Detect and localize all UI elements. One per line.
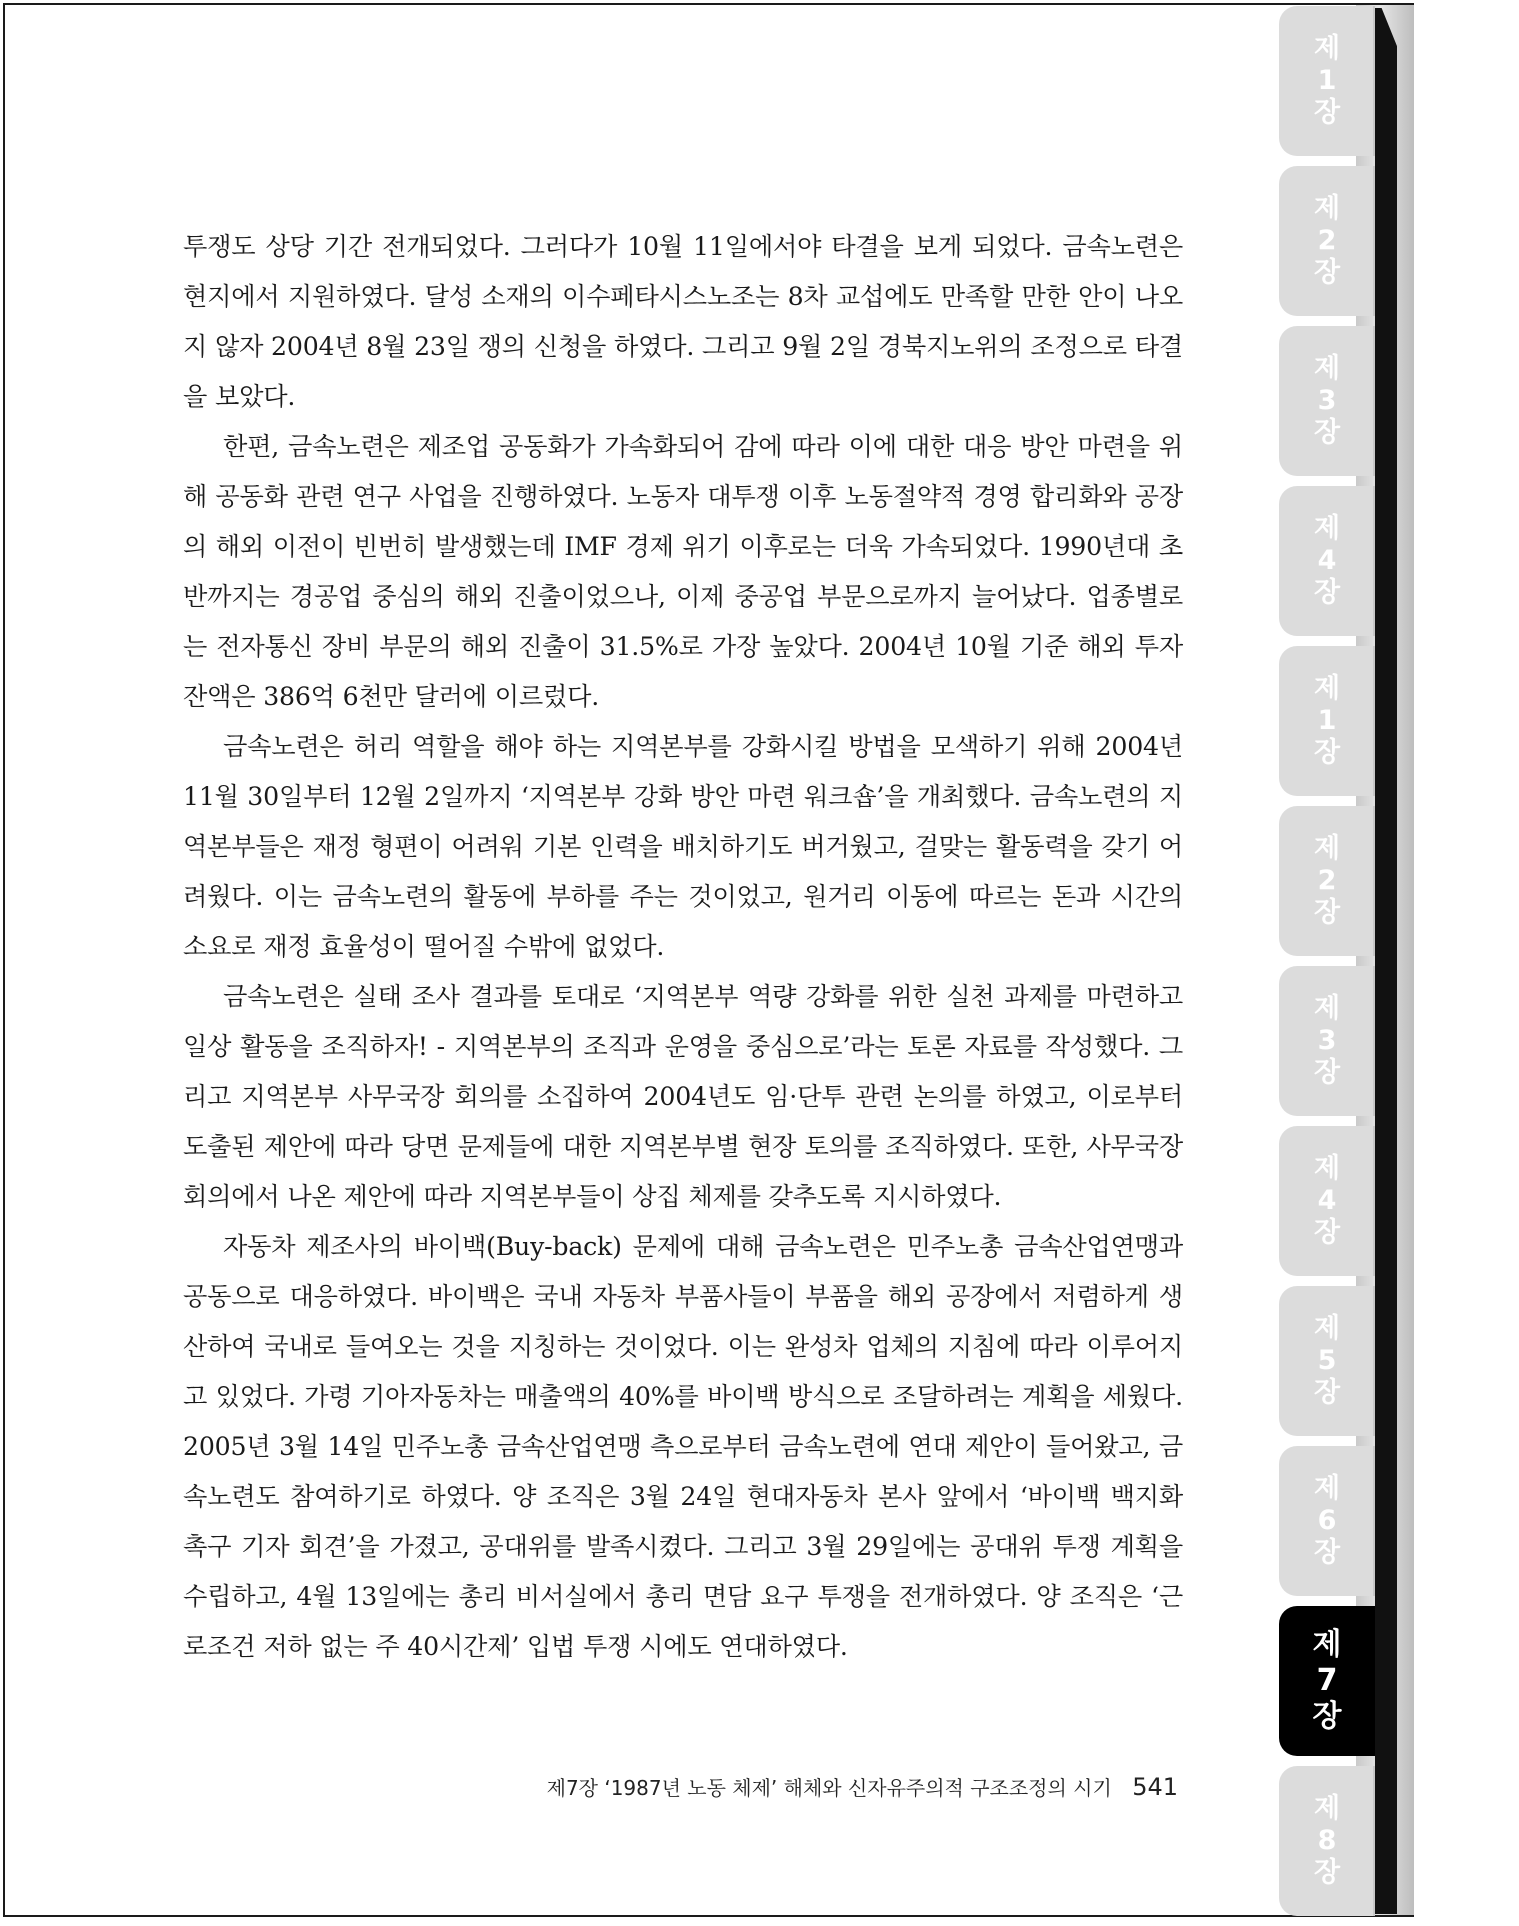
chapter-tab-4[interactable]	[1279, 486, 1375, 636]
tab-label: 제	[1313, 1153, 1341, 1184]
body-text	[183, 222, 1183, 1672]
tab-label: 제	[1313, 1793, 1341, 1824]
chapter-tab-2[interactable]	[1279, 166, 1375, 316]
back-cover-edge	[1375, 8, 1397, 1914]
tab-number: 7	[1316, 1663, 1338, 1698]
tab-number: 6	[1317, 1505, 1337, 1536]
tab-label: 제	[1313, 1313, 1341, 1344]
chapter-tab-6[interactable]	[1279, 806, 1375, 956]
chapter-tab-9[interactable]	[1279, 1286, 1375, 1436]
tab-label: 장	[1313, 97, 1341, 128]
tab-number: 8	[1317, 1825, 1337, 1856]
paragraph: 한편, 금속노련은 제조업 공동화가 가속화되어 감에 따라 이에 대한 대응 방안 마련을 위해 공동화 관련 연구 사업을 진행하였다. 노동자 대투쟁 이후 노동절약적 경영 합리화와 공장의 해외 이전이 빈번히 발생했는데 IMF 경제 위기 이후로는 더욱 가속되었다. 1990년대 초반까지는 경공업 중심의 해외 진출이었으나, 이제 중공업 부문으로까지 늘어났다. 업종별로는 전자통신 장비 부문의 해외 진출이 31.5%로 가장 높았다. 2004년 10월 기준 해외 투자 잔액은 386억 6천만 달러에 이르렀다.	[183, 432, 1183, 711]
chapter-tab-10[interactable]	[1279, 1446, 1375, 1596]
running-title: 제7장 ‘1987년 노동 체제’ 해체와 신자유주의적 구조조정의 시기	[546, 1776, 1112, 1800]
tab-label: 제	[1313, 673, 1341, 704]
tab-label: 장	[1313, 897, 1341, 928]
tab-label: 장	[1313, 1057, 1341, 1088]
chapter-tab-1[interactable]	[1279, 6, 1375, 156]
tab-number: 3	[1317, 1025, 1337, 1056]
chapter-tab-5[interactable]	[1279, 646, 1375, 796]
chapter-tab-3[interactable]	[1279, 326, 1375, 476]
tab-label: 제	[1313, 33, 1341, 64]
tab-number: 3	[1317, 385, 1337, 416]
tab-number: 1	[1317, 705, 1337, 736]
tab-label: 장	[1313, 577, 1341, 608]
tab-label: 장	[1312, 1699, 1342, 1734]
tab-label: 장	[1313, 1857, 1341, 1888]
paragraph: 금속노련은 실태 조사 결과를 토대로 ‘지역본부 역량 강화를 위한 실천 과제를 마련하고 일상 활동을 조직하자! - 지역본부의 조직과 운영을 중심으로’라는 토론 자료를 작성했다. 그리고 지역본부 사무국장 회의를 소집하여 2004년도 임·단투 관련 논의를 하였고, 이로부터 도출된 제안에 따라 당면 문제들에 대한 지역본부별 현장 토의를 조직하였다. 또한, 사무국장 회의에서 나온 제안에 따라 지역본부들이 상집 체제를 갖추도록 지시하였다.	[183, 982, 1183, 1211]
tab-label: 제	[1313, 993, 1341, 1024]
chapter-tab-active[interactable]	[1279, 1606, 1375, 1756]
tab-number: 4	[1317, 545, 1337, 576]
page-number: 541	[1132, 1773, 1178, 1801]
chapter-tab-7[interactable]	[1279, 966, 1375, 1116]
paragraph: 투쟁도 상당 기간 전개되었다. 그러다가 10월 11일에서야 타결을 보게 되었다. 금속노련은 현지에서 지원하였다. 달성 소재의 이수페타시스노조는 8차 교섭에도 만족할 만한 안이 나오지 않자 2004년 8월 23일 쟁의 신청을 하였다. 그리고 9월 2일 경북지노위의 조정으로 타결을 보았다.	[183, 232, 1183, 411]
tab-number: 5	[1317, 1345, 1337, 1376]
tab-label: 제	[1312, 1627, 1342, 1662]
tab-label: 장	[1313, 1537, 1341, 1568]
tab-number: 1	[1317, 65, 1337, 96]
tab-label: 제	[1313, 513, 1341, 544]
running-footer	[547, 1772, 1178, 1801]
tab-number: 4	[1317, 1185, 1337, 1216]
tab-label: 장	[1313, 1377, 1341, 1408]
tab-number: 2	[1317, 225, 1337, 256]
tab-label: 장	[1313, 1217, 1341, 1248]
chapter-tab-12[interactable]	[1279, 1766, 1375, 1916]
paragraph: 금속노련은 허리 역할을 해야 하는 지역본부를 강화시킬 방법을 모색하기 위해 2004년 11월 30일부터 12월 2일까지 ‘지역본부 강화 방안 마련 워크숍’을 개최했다. 금속노련의 지역본부들은 재정 형편이 어려워 기본 인력을 배치하기도 버거웠고, 걸맞는 활동력을 갖기 어려웠다. 이는 금속노련의 활동에 부하를 주는 것이었고, 원거리 이동에 따르는 돈과 시간의 소요로 재정 효율성이 떨어질 수밖에 없었다.	[183, 732, 1183, 961]
chapter-tab-8[interactable]	[1279, 1126, 1375, 1276]
tab-number: 2	[1317, 865, 1337, 896]
tab-label: 제	[1313, 353, 1341, 384]
tab-label: 장	[1313, 737, 1341, 768]
paragraph: 자동차 제조사의 바이백(Buy-back) 문제에 대해 금속노련은 민주노총 금속산업연맹과 공동으로 대응하였다. 바이백은 국내 자동차 부품사들이 부품을 해외 공장에서 저렴하게 생산하여 국내로 들여오는 것을 지칭하는 것이었다. 이는 완성차 업체의 지침에 따라 이루어지고 있었다. 가령 기아자동차는 매출액의 40%를 바이백 방식으로 조달하려는 계획을 세웠다. 2005년 3월 14일 민주노총 금속산업연맹 측으로부터 금속노련에 연대 제안이 들어왔고, 금속노련도 참여하기로 하였다. 양 조직은 3월 24일 현대자동차 본사 앞에서 ‘바이백 백지화 촉구 기자 회견’을 가졌고, 공대위를 발족시켰다. 그리고 3월 29일에는 공대위 투쟁 계획을 수립하고, 4월 13일에는 총리 비서실에서 총리 면담 요구 투쟁을 전개하였다. 양 조직은 ‘근로조건 저하 없는 주 40시간제’ 입법 투쟁 시에도 연대하였다.	[183, 1232, 1183, 1661]
tab-label: 제	[1313, 833, 1341, 864]
tab-label: 장	[1313, 257, 1341, 288]
tab-label: 장	[1313, 417, 1341, 448]
tab-label: 제	[1313, 193, 1341, 224]
tab-label: 제	[1313, 1473, 1341, 1504]
